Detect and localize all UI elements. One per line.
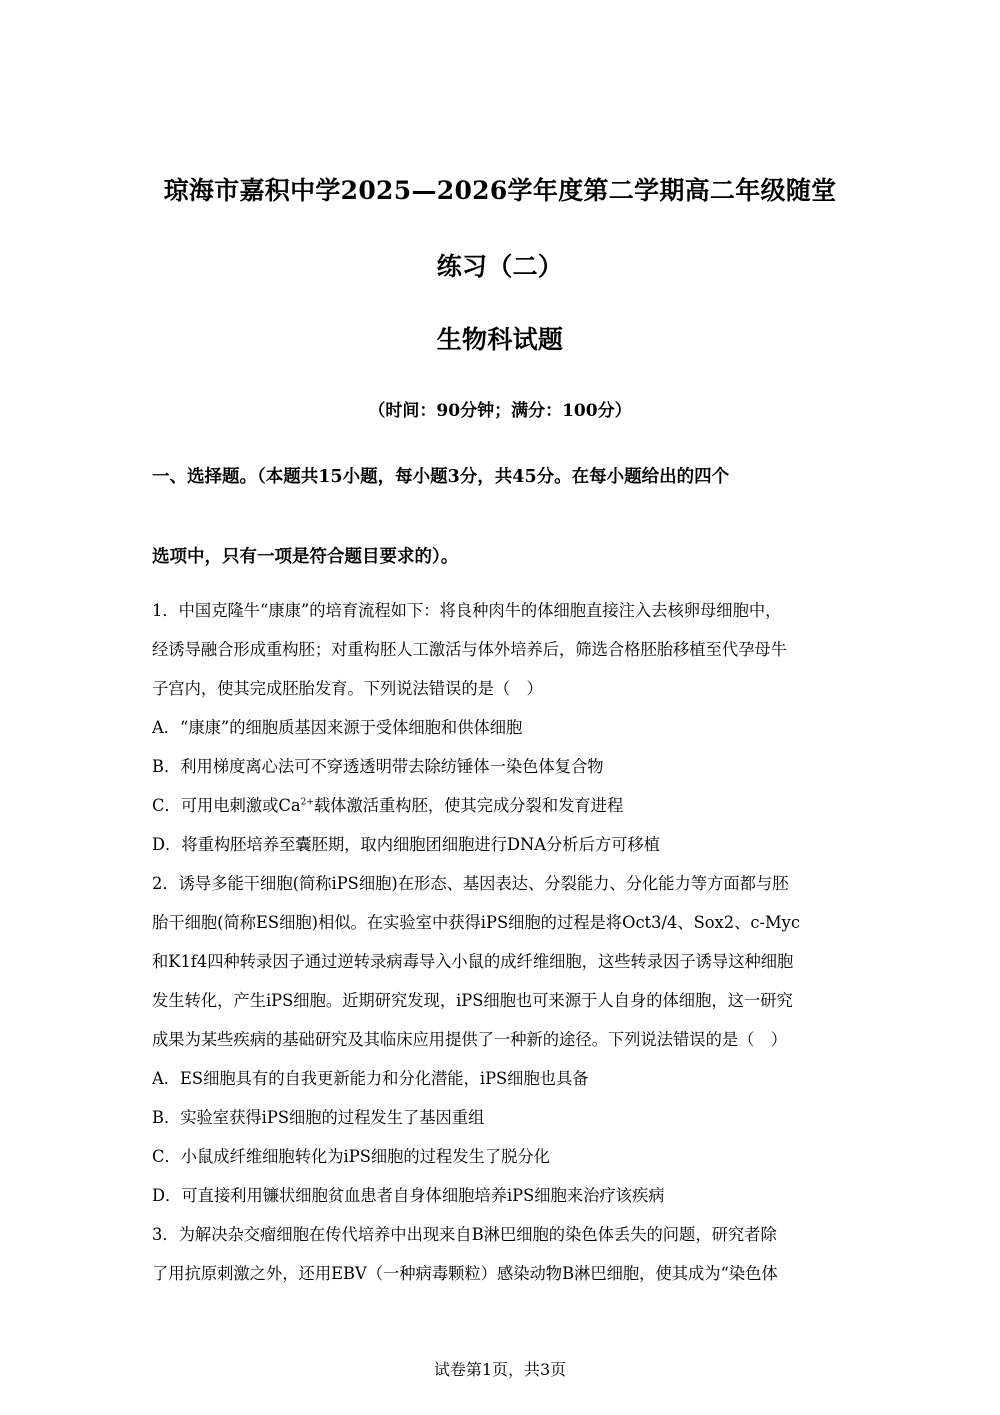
question-stem-line: 了用抗原刺激之外，还用EBV（一种病毒颗粒）感染动物B淋巴细胞，使其成为“染色体 [152, 1264, 778, 1283]
option-c-superscript: 2+ [300, 797, 314, 808]
option-d: D．将重构胚培养至囊胚期，取内细胞团细胞进行DNA分析后方可移植 [152, 835, 660, 854]
page-footer: 试卷第1页，共3页 [433, 1360, 567, 1379]
option-a: A．“康康”的细胞质基因来源于受体细胞和供体细胞 [152, 718, 523, 737]
question-stem-line: 3．为解决杂交瘤细胞在传代培养中出现来自B淋巴细胞的染色体丢失的问题，研究者除 [152, 1225, 777, 1244]
option-b: B．利用梯度离心法可不穿透透明带去除纺锤体一染色体复合物 [152, 757, 604, 776]
exam-title-line2: 练习（二） [436, 252, 564, 281]
question-stem-line: 子宫内，使其完成胚胎发育。下列说法错误的是（ ） [152, 679, 543, 698]
option-c: C．小鼠成纤维细胞转化为iPS细胞的过程发生了脱分化 [152, 1147, 550, 1166]
option-d: D．可直接利用镰状细胞贫血患者自身体细胞培养iPS细胞来治疗该疾病 [152, 1186, 665, 1205]
question-stem-line: 胎干细胞(简称ES细胞)相似。在实验室中获得iPS细胞的过程是将Oct3/4、Sox2、c-Myc [152, 913, 800, 932]
exam-title-line1: 琼海市嘉积中学2025—2026学年度第二学期高二年级随堂 [163, 176, 837, 205]
option-b: B．实验室获得iPS细胞的过程发生了基因重组 [152, 1108, 485, 1127]
option-a: A．ES细胞具有的自我更新能力和分化潜能，iPS细胞也具备 [152, 1069, 589, 1088]
section-heading-line1: 一、选择题。（本题共15小题，每小题3分，共45分。在每小题给出的四个 [152, 467, 730, 487]
question-stem-line: 1．中国克隆牛“康康”的培育流程如下：将良种肉牛的体细胞直接注入去核卵母细胞中， [152, 601, 782, 620]
option-c-rest: 载体激活重构胚，使其完成分裂和发育进程 [313, 796, 624, 815]
question-stem-line: 2．诱导多能干细胞(简称iPS细胞)在形态、基因表达、分裂能力、分化能力等方面都与胚 [152, 874, 789, 893]
section-heading-line2: 选项中，只有一项是符合题目要求的）。 [152, 547, 459, 567]
subject-title: 生物科试题 [436, 325, 564, 354]
question-stem-line: 经诱导融合形成重构胚；对重构胚人工激活与体外培养后，筛选合格胚胎移植至代孕母牛 [152, 640, 787, 659]
option-c-text: C．可用电刺激或Ca [152, 796, 301, 815]
question-stem-line: 成果为某些疾病的基础研究及其临床应用提供了一种新的途径。下列说法错误的是（ ） [152, 1030, 787, 1049]
question-stem-line: 发生转化，产生iPS细胞。近期研究发现，iPS细胞也可来源于人自身的体细胞，这一研究 [152, 991, 793, 1010]
question-stem-line: 和K1f4四种转录因子通过逆转录病毒导入小鼠的成纤维细胞，这些转录因子诱导这种细胞 [152, 952, 794, 971]
exam-info: （时间：90分钟；满分：100分） [368, 401, 632, 421]
option-c [152, 792, 623, 816]
